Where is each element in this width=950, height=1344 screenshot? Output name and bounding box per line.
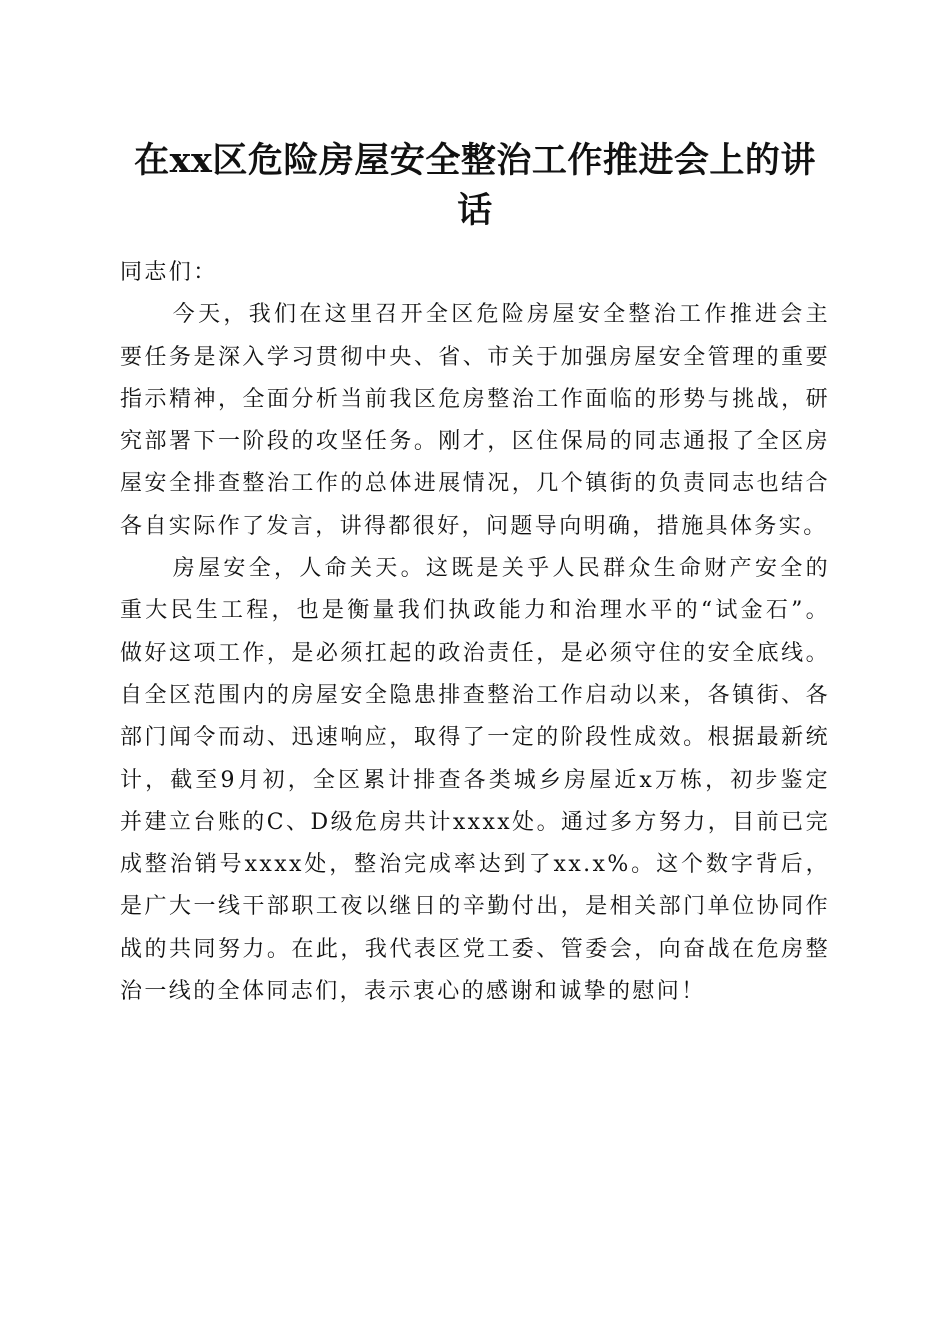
paragraph-housing-safety: 房屋安全，人命关天。这既是关乎人民群众生命财产安全的重大民生工程，也是衡量我们执政能力和治理水平的“试金石”。做好这项工作，是必须扛起的政治责任，是必须守住的安全底线。自全区范围内的房屋安全隐患排查整治工作启动以来，各镇街、各部门闻令而动、迅速响应，取得了一定的阶段性成效。根据最新统计，截至9月初，全区累计排查各类城乡房屋近x万栋，初步鉴定并建立台账的C、D级危房共计xxxx处。通过多方努力，目前已完成整治销号xxxx处，整治完成率达到了xx.x%。这个数字背后，是广大一线干部职工夜以继日的辛勤付出，是相关部门单位协同作战的共同努力。在此，我代表区党工委、管委会，向奋战在危房整治一线的全体同志们，表示衷心的感谢和诚挚的慰问！ [120,556,830,1005]
paragraph-opening: 今天，我们在这里召开全区危险房屋安全整治工作推进会主要任务是深入学习贯彻中央、省、市关于加强房屋安全管理的重要指示精神，全面分析当前我区危房整治工作面临的形势与挑战，研究部署下一阶段的攻坚任务。刚才，区住保局的同志通报了全区房屋安全排查整治工作的总体进展情况，几个镇街的负责同志也结合各自实际作了发言，讲得都很好，问题导向明确，措施具体务实。 [120,302,830,539]
document-body [120,252,830,1013]
salutation: 同志们： [120,260,218,285]
document-title: 在xx区危险房屋安全整治工作推进会上的讲话 [134,140,816,231]
